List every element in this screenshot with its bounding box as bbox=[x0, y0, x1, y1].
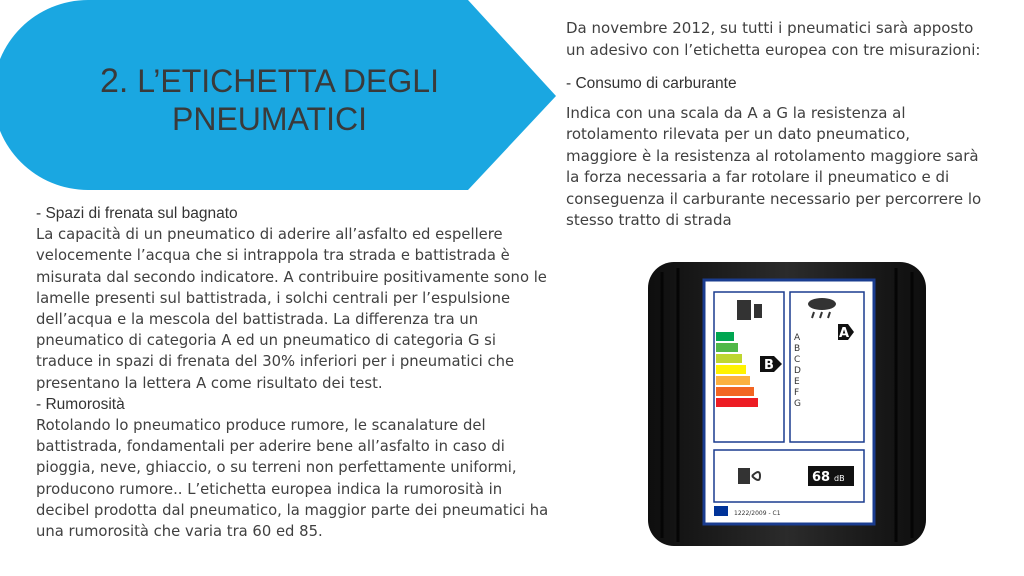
title-number: 2. bbox=[100, 62, 129, 100]
fuel-scale-bar bbox=[716, 332, 734, 341]
fuel-scale-bar bbox=[716, 365, 746, 374]
braking-line: pneumatico di categoria A ed un pneumatico di categoria G si bbox=[36, 332, 497, 350]
scale-letter: D bbox=[794, 366, 801, 376]
braking-noise-section bbox=[36, 203, 576, 542]
slide-title bbox=[100, 62, 500, 138]
braking-line: lamelle presenti sul battistrada, i solchi centrali per l’espulsione bbox=[36, 289, 511, 307]
noise-line: battistrada, fondamentali per aderire bene all’asfalto in caso di bbox=[36, 438, 505, 456]
fuel-scale-bar bbox=[716, 376, 750, 385]
fuel-scale-bar bbox=[716, 387, 754, 396]
tire-label-image bbox=[642, 262, 932, 546]
braking-line: La capacità di un pneumatico di aderire all’asfalto ed espellere bbox=[36, 226, 503, 244]
braking-heading: - Spazi di frenata sul bagnato bbox=[36, 205, 238, 222]
noise-line: pioggia, neve, ghiaccio, o su terreni non perfettamente uniformi, bbox=[36, 459, 517, 477]
fuel-line: rotolamento rilevata per un dato pneumatico, bbox=[566, 125, 911, 143]
regulation-number: 1222/2009 - C1 bbox=[734, 510, 781, 517]
scale-letter: A bbox=[794, 333, 801, 343]
braking-line: misurata dal secondo indicatore. A contribuire positivamente sono le bbox=[36, 268, 547, 286]
eu-flag-icon bbox=[714, 506, 728, 516]
noise-line: una rumorosità che varia tra 60 ed 85. bbox=[36, 523, 323, 541]
fuel-heading: - Consumo di carburante bbox=[566, 75, 737, 92]
intro-line-1: Da novembre 2012, su tutti i pneumatici sarà apposto bbox=[566, 19, 974, 37]
braking-line: presentano la lettera A come risultato dei test. bbox=[36, 374, 383, 392]
title-line-1: L’ETICHETTA DEGLI bbox=[137, 63, 439, 99]
fuel-section bbox=[566, 18, 1006, 232]
noise-value: 68 bbox=[812, 470, 831, 485]
scale-letter: F bbox=[794, 388, 800, 398]
braking-line: dell’acqua e la mescola del battistrada. La differenza tra un bbox=[36, 311, 479, 329]
braking-line: velocemente l’acqua che si intrappola tra strada e battistrada è bbox=[36, 247, 510, 265]
wet-grade: A bbox=[839, 326, 850, 341]
braking-line: traduce in spazi di frenata del 30% inferiori per i pneumatici che bbox=[36, 353, 515, 371]
noise-line: producono rumore.. L’etichetta europea indica la rumorosità in bbox=[36, 480, 503, 498]
fuel-grade: B bbox=[764, 358, 774, 373]
fuel-scale-bar bbox=[716, 354, 742, 363]
scale-letter: C bbox=[794, 355, 801, 365]
fuel-line: maggiore è la resistenza al rotolamento maggiore sarà bbox=[566, 146, 979, 165]
fuel-scale-bar bbox=[716, 343, 738, 352]
fuel-line: stesso tratto di strada bbox=[566, 211, 732, 229]
noise-unit: dB bbox=[834, 474, 845, 483]
scale-letter: E bbox=[794, 377, 800, 387]
intro-line-2: un adesivo con l’etichetta europea con tre misurazioni: bbox=[566, 40, 981, 59]
fuel-line: la forza necessaria a far rotolare il pneumatico e di bbox=[566, 168, 950, 186]
fuel-scale-bar bbox=[716, 398, 758, 407]
fuel-line: Indica con una scala da A a G la resistenza al bbox=[566, 103, 906, 122]
scale-letter: G bbox=[794, 399, 801, 409]
fuel-line: conseguenza il carburante necessario per percorrere lo bbox=[566, 189, 982, 208]
noise-line: decibel prodotta dal pneumatico, la maggior parte dei pneumatici ha bbox=[36, 501, 549, 519]
scale-letter: B bbox=[794, 344, 801, 354]
noise-line: Rotolando lo pneumatico produce rumore, le scanalature del bbox=[36, 417, 486, 435]
noise-heading: - Rumorosità bbox=[36, 395, 125, 413]
title-line-2: PNEUMATICI bbox=[172, 101, 367, 137]
